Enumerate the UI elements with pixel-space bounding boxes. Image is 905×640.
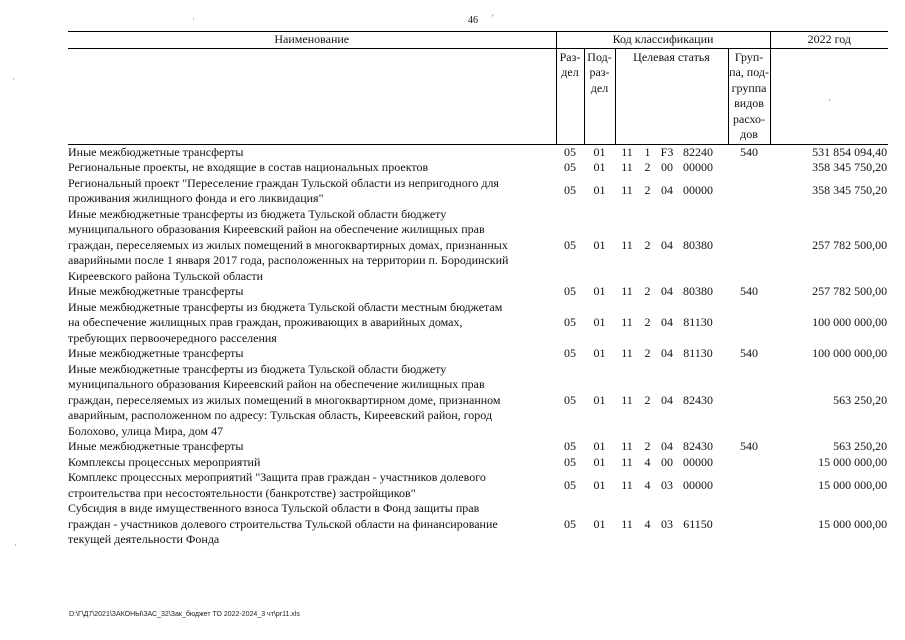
cell-target-subprogram: 2	[644, 183, 651, 198]
cell-target-subprogram: 1	[644, 144, 651, 159]
cell-target-event: 04	[661, 346, 673, 360]
cell-subsection: 01	[593, 237, 606, 252]
row-name-line: Иные межбюджетные трансферты из бюджета Тульской области бюджету	[68, 206, 447, 221]
cell-section: 05	[564, 392, 576, 407]
table-row	[68, 176, 888, 207]
cell-target-event: 04	[661, 237, 673, 252]
cell-target-direction: 00000	[683, 477, 713, 492]
file-path-footer: D:\Г\Д7\2021\ЗАКОНЫ\ЗАС_32\Зак_бюджет ТО 2022-2024_3 чт\pr11.xls	[69, 611, 300, 618]
cell-gap	[718, 501, 728, 548]
row-name-line: строительства при несостоятельности (банкротстве) застройщиков"	[68, 485, 416, 500]
table-row	[68, 470, 888, 501]
row-name	[68, 470, 556, 501]
cell-amount: 100 000 000,00	[812, 315, 888, 329]
cell-target-program: 11	[621, 454, 633, 469]
row-name-line: граждан, переселяемых из жилых помещений в многоквартирном доме, признанном	[68, 392, 501, 407]
scan-mark: '	[492, 13, 494, 23]
cell-amount: 531 854 094,40	[812, 144, 888, 159]
header-name-continuation	[68, 48, 556, 144]
cell-section: 05	[564, 439, 576, 453]
row-name-line: Болохово, улица Мира, дом 47	[68, 423, 224, 438]
row-name-line: Иные межбюджетные трансферты	[68, 284, 244, 298]
cell-amount: 257 782 500,00	[812, 284, 888, 298]
cell-target-subprogram: 2	[644, 439, 651, 453]
cell-gap	[718, 346, 728, 362]
table-row	[68, 455, 888, 471]
row-name	[68, 300, 556, 347]
row-name-line: муниципального образования Киреевский район на обеспечение жилищных прав	[68, 222, 485, 236]
cell-amount: 15 000 000,00	[818, 454, 888, 469]
cell-target-direction: 00000	[683, 454, 713, 469]
cell-target-event: 00	[661, 454, 673, 469]
cell-target-event: F3	[660, 144, 674, 159]
cell-expense-type	[728, 470, 770, 501]
cell-amount: 15 000 000,00	[818, 477, 888, 492]
row-name-line: муниципального образования Киреевский район на обеспечение жилищных прав	[68, 377, 485, 391]
row-name-line: Иные межбюджетные трансферты	[68, 439, 244, 453]
cell-subsection: 01	[593, 183, 606, 198]
cell-amount: 563 250,20	[833, 392, 888, 407]
cell-target-program: 11	[621, 477, 633, 492]
row-name-line: Региональный проект "Переселение граждан Тульской области из непригодного для	[68, 175, 499, 190]
cell-target-direction: 81130	[683, 346, 713, 360]
cell-gap	[718, 439, 728, 455]
cell-target-event: 04	[661, 183, 673, 198]
row-name-line: Комплекс процессных мероприятий "Защита прав граждан - участников долевого	[68, 470, 486, 484]
cell-target-direction: 81130	[683, 315, 713, 329]
cell-section: 05	[564, 160, 576, 174]
cell-target-program: 11	[621, 160, 633, 174]
cell-expense-type	[728, 176, 770, 207]
cell-target-event: 04	[661, 284, 673, 298]
row-name-line: Иные межбюджетные трансферты из бюджета Тульской области местным бюджетам	[68, 299, 503, 314]
row-name-line: Киреевского района Тульской области	[68, 268, 264, 283]
cell-expense-type	[728, 160, 770, 176]
cell-section: 05	[564, 284, 576, 298]
row-name-line: аварийным, расположенном по адресу: Тульская область, Киреевский район, город	[68, 408, 493, 422]
cell-gap	[718, 284, 728, 300]
cell-target-direction: 82430	[683, 439, 713, 453]
cell-gap	[718, 176, 728, 207]
page-number: 46	[468, 15, 478, 26]
cell-subsection: 01	[593, 392, 606, 407]
row-name-line: граждан, переселяемых из жилых помещений в многоквартирных домах, признанных	[68, 237, 508, 252]
cell-subsection: 01	[593, 284, 606, 298]
cell-target-direction: 00000	[683, 183, 713, 198]
row-name-line: Субсидия в виде имущественного взноса Тульской области в Фонд защиты прав	[68, 501, 480, 515]
cell-section: 05	[564, 315, 576, 329]
cell-target-subprogram: 2	[644, 284, 651, 298]
cell-amount: 358 345 750,20	[812, 183, 888, 198]
table-row	[68, 300, 888, 347]
cell-target-event: 04	[661, 392, 673, 407]
row-name	[68, 144, 556, 160]
scan-speck: ·	[827, 95, 831, 105]
cell-subsection: 01	[593, 315, 606, 329]
row-name-line: на обеспечение жилищных прав граждан, проживающих в аварийных домах,	[68, 315, 463, 329]
cell-target-program: 11	[621, 439, 633, 453]
cell-target-program: 11	[621, 284, 633, 298]
row-name	[68, 160, 556, 176]
row-name	[68, 455, 556, 471]
cell-target-subprogram: 4	[644, 454, 651, 469]
cell-subsection: 01	[593, 160, 606, 174]
cell-target-direction: 00000	[683, 160, 713, 174]
column-header-code: Код классификации	[556, 32, 770, 49]
cell-gap	[718, 362, 728, 440]
table-header	[68, 32, 888, 145]
table-row	[68, 346, 888, 362]
cell-expense-type	[728, 455, 770, 471]
row-name-line: Иные межбюджетные трансферты	[68, 346, 244, 360]
table-row	[68, 439, 888, 455]
cell-target-direction: 82240	[683, 144, 713, 159]
row-name-line: Иные межбюджетные трансферты из бюджета Тульской области бюджету	[68, 361, 447, 376]
cell-section: 05	[564, 183, 576, 198]
table-row	[68, 144, 888, 160]
row-name	[68, 176, 556, 207]
header-year-continuation	[770, 48, 888, 144]
cell-target-event: 04	[661, 315, 673, 329]
cell-expense-type	[728, 207, 770, 285]
row-name	[68, 207, 556, 285]
cell-target-program: 11	[621, 346, 633, 360]
cell-target-subprogram: 2	[644, 237, 651, 252]
cell-section: 05	[564, 516, 576, 531]
row-name-line: требующих первоочередного расселения	[68, 330, 277, 345]
cell-expense-type	[728, 501, 770, 548]
column-header-year: 2022 год	[770, 32, 888, 49]
cell-target-subprogram: 4	[644, 516, 651, 531]
scan-speck: ·	[12, 74, 15, 84]
cell-amount: 563 250,20	[833, 439, 888, 453]
cell-subsection: 01	[593, 516, 606, 531]
cell-target-direction: 61150	[683, 516, 713, 531]
cell-target-subprogram: 2	[644, 315, 651, 329]
row-name-line: Комплексы процессных мероприятий	[68, 454, 261, 469]
row-name-line: аварийными после 1 января 2017 года, расположенных на территории п. Бородинский	[68, 253, 509, 267]
cell-section: 05	[564, 237, 576, 252]
cell-target-program: 11	[621, 315, 633, 329]
cell-target-subprogram: 4	[644, 477, 651, 492]
column-header-expense-group: Груп- па, под- группа видов расхо- дов	[728, 48, 770, 144]
cell-expense-type: 540	[740, 346, 759, 360]
row-name	[68, 284, 556, 300]
column-header-target-article: Целевая статья	[615, 48, 728, 144]
row-name-line: проживания жилищного фонда и его ликвидация"	[68, 191, 324, 205]
cell-expense-type	[728, 300, 770, 347]
table-body	[68, 144, 888, 548]
row-name-line: граждан - участников долевого строительства Тульской области на финансирование	[68, 516, 498, 531]
column-header-subsection: Под- раз- дел	[584, 48, 615, 144]
table-row	[68, 501, 888, 548]
scan-speck: ·	[14, 540, 17, 550]
cell-gap	[718, 470, 728, 501]
cell-target-program: 11	[621, 392, 633, 407]
table-row	[68, 284, 888, 300]
cell-section: 05	[564, 454, 576, 469]
cell-target-direction: 82430	[683, 392, 713, 407]
cell-amount: 358 345 750,20	[812, 160, 888, 174]
cell-target-direction: 80380	[683, 237, 713, 252]
row-name	[68, 362, 556, 440]
cell-target-program: 11	[621, 183, 633, 198]
cell-target-event: 03	[661, 516, 673, 531]
cell-target-event: 03	[661, 477, 673, 492]
cell-subsection: 01	[593, 454, 606, 469]
row-name-line: Иные межбюджетные трансферты	[68, 144, 244, 159]
cell-target-subprogram: 2	[644, 346, 651, 360]
cell-target-event: 04	[661, 439, 673, 453]
row-name	[68, 346, 556, 362]
cell-expense-type: 540	[740, 439, 759, 453]
cell-amount: 257 782 500,00	[812, 237, 888, 252]
cell-amount: 15 000 000,00	[818, 516, 888, 531]
row-name-line: Региональные проекты, не входящие в состав национальных проектов	[68, 160, 429, 174]
cell-gap	[718, 207, 728, 285]
cell-gap	[718, 144, 728, 160]
cell-target-program: 11	[621, 516, 633, 531]
cell-section: 05	[564, 144, 576, 159]
row-name	[68, 439, 556, 455]
column-header-section: Раз- дел	[556, 48, 584, 144]
cell-expense-type: 540	[740, 144, 759, 159]
cell-subsection: 01	[593, 477, 606, 492]
cell-section: 05	[564, 477, 576, 492]
cell-subsection: 01	[593, 144, 606, 159]
cell-gap	[718, 300, 728, 347]
cell-expense-type	[728, 362, 770, 440]
budget-table	[68, 31, 888, 548]
cell-subsection: 01	[593, 439, 606, 453]
cell-expense-type: 540	[740, 284, 759, 298]
table-row	[68, 362, 888, 440]
cell-section: 05	[564, 346, 576, 360]
scan-speck: ·	[192, 14, 195, 24]
cell-gap	[718, 160, 728, 176]
cell-target-direction: 80380	[683, 284, 713, 298]
cell-subsection: 01	[593, 346, 606, 360]
cell-gap	[718, 455, 728, 471]
table-row	[68, 207, 888, 285]
row-name-line: текущей деятельности Фонда	[68, 532, 220, 546]
cell-target-program: 11	[621, 237, 633, 252]
cell-target-subprogram: 2	[644, 392, 651, 407]
cell-target-program: 11	[621, 144, 633, 159]
column-header-name: Наименование	[68, 32, 556, 49]
row-name	[68, 501, 556, 548]
cell-amount: 100 000 000,00	[812, 346, 888, 360]
cell-target-subprogram: 2	[644, 160, 651, 174]
table-row	[68, 160, 888, 176]
cell-target-event: 00	[661, 160, 673, 174]
